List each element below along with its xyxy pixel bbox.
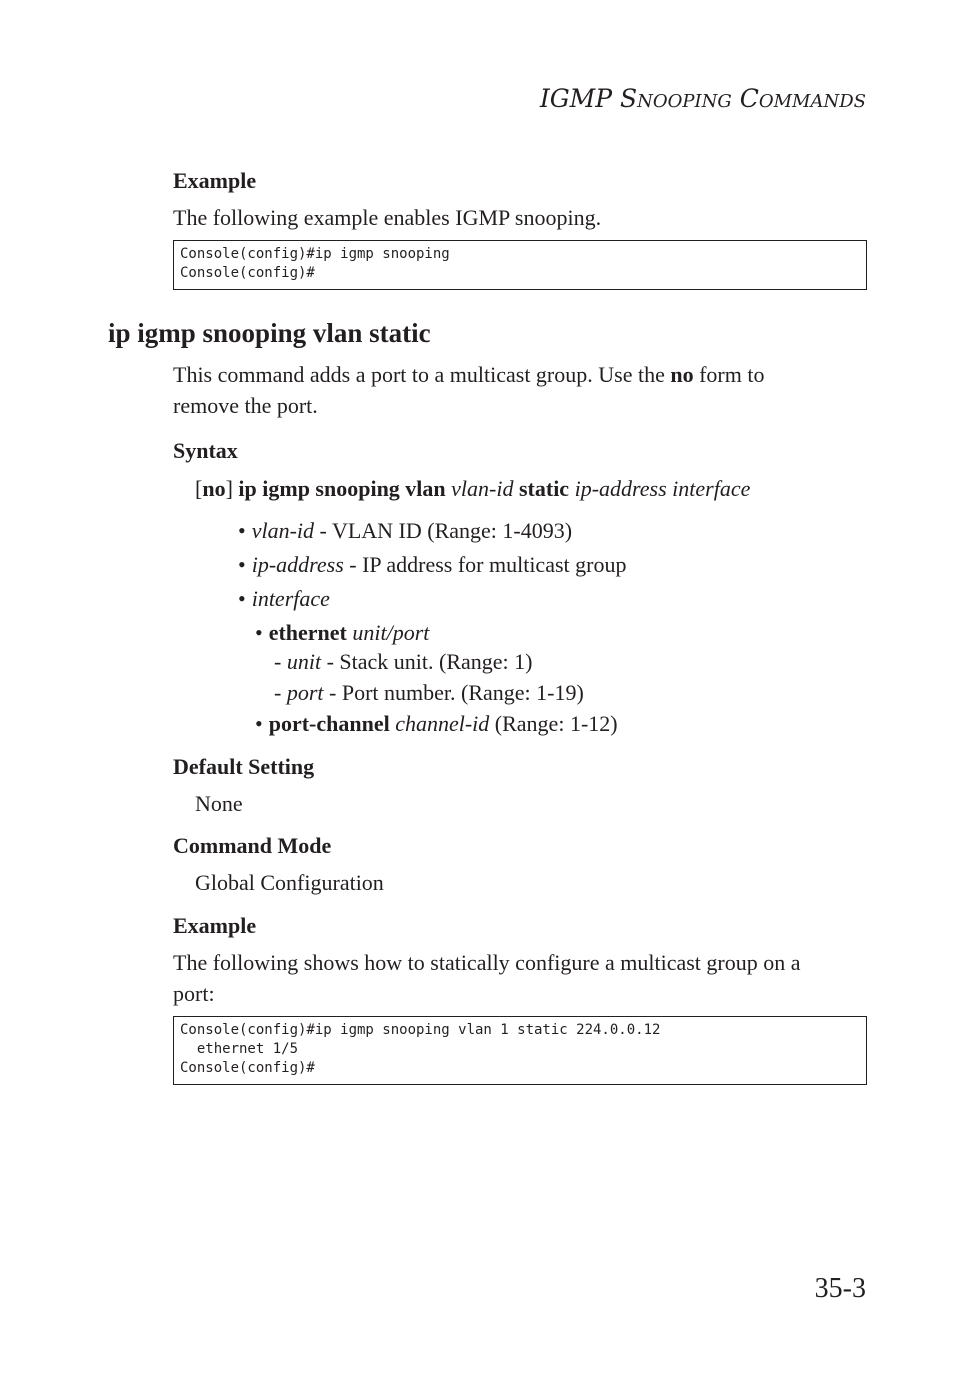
- page-number: 35-3: [814, 1273, 866, 1304]
- syntax-heading: Syntax: [173, 438, 238, 463]
- command-mode-heading: Command Mode: [173, 833, 332, 858]
- example-intro: The following shows how to statically configure a multicast group on a port:: [173, 950, 801, 1006]
- syntax-line: [no] ip igmp snooping vlan vlan-id static ip-address interface: [195, 476, 751, 501]
- param-port: - port - Port number. (Range: 1-19): [274, 680, 584, 705]
- param-ethernet: • ethernet unit/port: [255, 617, 429, 648]
- param-interface: • interface: [238, 583, 330, 614]
- command-description: This command adds a port to a multicast group. Use the no form to remove the port.: [173, 362, 765, 418]
- command-mode-value: Global Configuration: [195, 870, 384, 895]
- param-unit: - unit - Stack unit. (Range: 1): [274, 649, 533, 674]
- code-block: Console(config)#ip igmp snooping vlan 1 static 224.0.0.12 ethernet 1/5 Console(config)#: [173, 1016, 867, 1085]
- code-block: Console(config)#ip igmp snooping Console(config)#: [173, 240, 867, 290]
- param-ip-address: • ip-address - IP address for multicast group: [238, 549, 626, 580]
- example-heading: Example: [173, 913, 257, 938]
- param-vlan-id: • vlan-id - VLAN ID (Range: 1-4093): [238, 515, 572, 546]
- command-title: ip igmp snooping vlan static: [108, 318, 431, 348]
- default-setting-value: None: [195, 791, 243, 816]
- running-head: IGMP SNOOPING COMMANDS: [539, 84, 866, 113]
- example-intro: The following example enables IGMP snooping.: [173, 205, 602, 230]
- default-setting-heading: Default Setting: [173, 754, 315, 779]
- param-port-channel: • port-channel channel-id (Range: 1-12): [255, 708, 618, 739]
- example-heading: Example: [173, 168, 257, 193]
